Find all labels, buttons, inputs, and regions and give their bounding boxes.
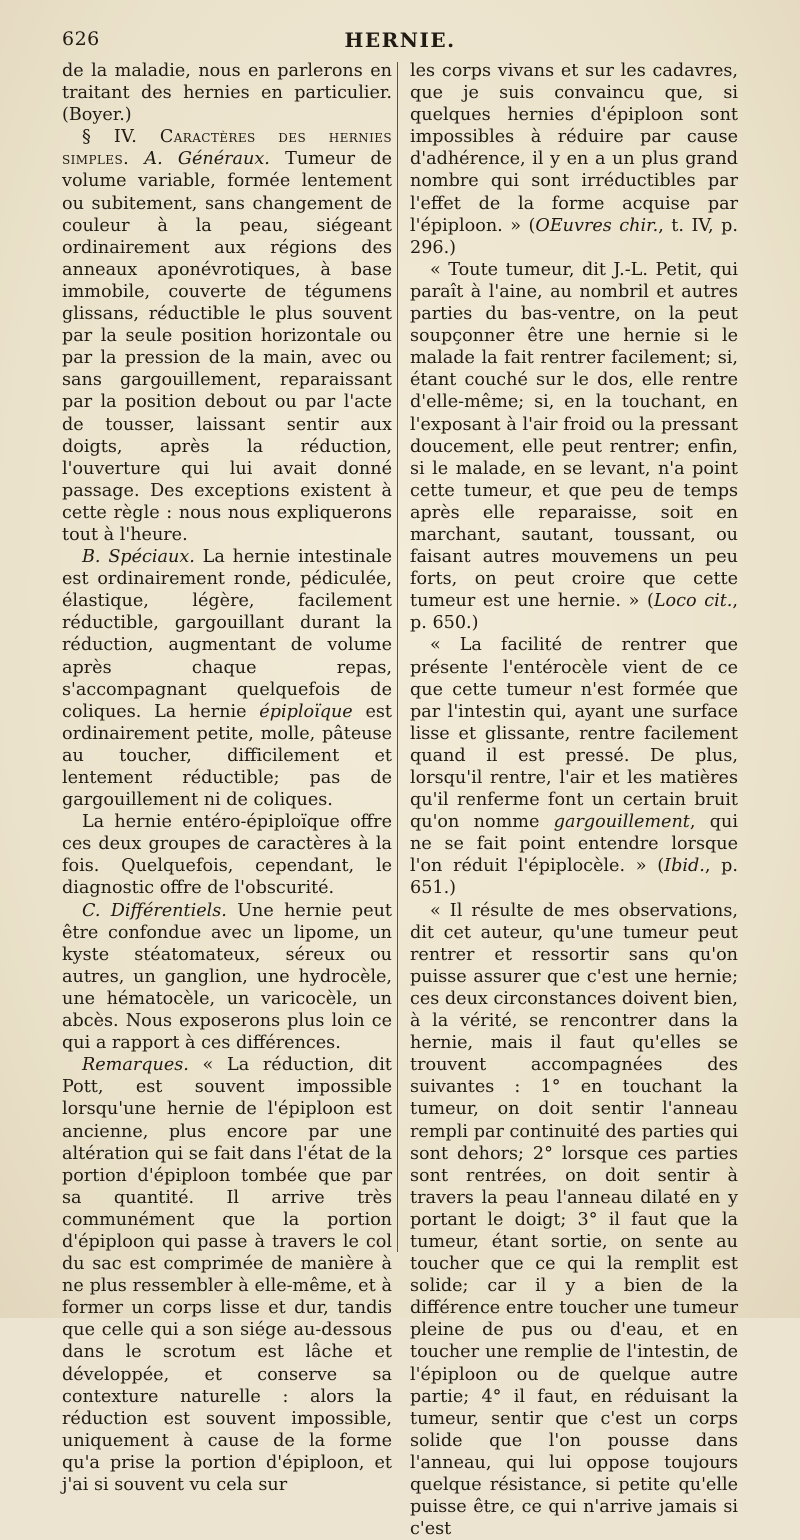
- subheading-remarks: Remarques.: [82, 1055, 189, 1076]
- paragraph-petit: « Toute tumeur, dit J.-L. Petit, qui paraît à l'aine, au nombril et autres parties du bas-ventre, on la peut soupçonner être une hernie si le malade la fait rentrer facilement; si, étant couché sur le dos, elle rentre d'elle-même; si, en la touchant, en l'exposant à l'air froid ou la pressant doucement, elle peut rentrer; enfin, si le malade, en se levant, n'a point cette tumeur, et que peu de temps après elle reparaisse, soit en marchant, sautant, toussant, ou faisant autres mouvemens un peu forts, on peut croire que cette tumeur est une hernie. » (Loco cit., p. 650.): [410, 259, 738, 634]
- paragraph-special: B. Spéciaux. La hernie intestinale est ordinairement ronde, pédiculée, élastique, légère, facilement réductible, gargouillant durant la réduction, augmentant de volume après chaque repas, s'accompagnant quelquefois de coliques. La hernie épiploïque est ordinairement petite, molle, pâteuse au toucher, difficilement et lentement réductible; pas de gargouillement ni de coliques.: [62, 547, 392, 811]
- paragraph-pott-continuation: les corps vivans et sur les cadavres, que je suis convaincu que, si quelques hernies d'épiploon sont impossibles à réduire par cause d'adhérence, il y en a un plus grand nombre qui sont irréductibles par l'effet de la forme acquise par l'épiploon. » (OEuvres chir., t. IV, p. 296.): [410, 61, 738, 258]
- paragraph-general: § IV. Caractères des hernies simples. A. Généraux. Tumeur de volume variable, formée lentement ou subitement, sans changement de couleur à la peau, siégeant ordinairement aux régions des anneaux aponévrotiques, à base immobile, couverte de tégumens glissans, réductible le plus souvent par la seule position horizontale ou par la pression de la main, avec ou sans gargouillement, reparaissant par la position debout ou par l'acte de tousser, laissant sentir aux doigts, après la réduction, l'ouverture qui lui avait donné passage. Des exceptions existent à cette règle : nous nous expliquerons tout à l'heure.: [62, 127, 393, 545]
- column-divider: [397, 62, 398, 1252]
- subheading-differential: C. Différentiels.: [82, 900, 227, 921]
- page-header: [0, 28, 800, 58]
- paragraph-continuation: de la maladie, nous en parlerons en traitant des hernies en particulier. (Boyer.): [62, 61, 392, 126]
- running-head: HERNIE.: [344, 28, 456, 52]
- subheading-general: A. Généraux.: [144, 149, 270, 170]
- right-column: [410, 60, 738, 1540]
- page-number: 626: [62, 28, 100, 50]
- section-heading: § IV. Caractères des hernies simples.: [62, 127, 392, 170]
- paragraph-remarks: Remarques. « La réduction, dit Pott, est souvent impossible lorsqu'une hernie de l'épiploon est ancienne, plus encore par une altération qui se fait dans l'état de la portion d'épiploon tombée que par sa quantité. Il arrive très communément que la portion d'épiploon qui passe à travers le col du sac est comprimée de manière à ne plus ressembler à elle-même, et à former un corps lisse et dur, tandis que celle qui a son siége au-dessous dans le scrotum est lâche et développée, et conserve sa contexture naturelle : alors la réduction est souvent impossible, uniquement à cause de la forme qu'a prise la portion d'épiploon, et j'ai si souvent vu cela sur: [62, 1055, 392, 1495]
- paragraph-differential: C. Différentiels. Une hernie peut être confondue avec un lipome, un kyste stéatomateux, séreux ou autres, un ganglion, une hydrocèle, une hématocèle, un varicocèle, un abcès. Nous exposerons plus loin ce qui a rapport à ces différences.: [62, 900, 393, 1054]
- left-column: [62, 60, 392, 1496]
- paragraph-enterocele: « La facilité de rentrer que présente l'entérocèle vient de ce que cette tumeur n'est formée que par l'intestin qui, ayant une surface lisse et glissante, rentre facilement quand il est pressé. De plus, lorsqu'il rentre, l'air et les matières qu'il renferme font un certain bruit qu'on nomme gargouillement, qui ne se fait point entendre lorsque l'on réduit l'épiplocèle. » (Ibid., p. 651.): [410, 635, 738, 899]
- paragraph-observations: « Il résulte de mes observations, dit cet auteur, qu'une tumeur peut rentrer et ressortir sans qu'on puisse assurer que c'est une hernie; ces deux circonstances doivent bien, à la vérité, se rencontrer dans la hernie, mais il faut qu'elles se trouvent accompagnées des suivantes : 1° en touchant la tumeur, on doit sentir l'anneau rempli par continuité des parties qui sont dehors; 2° lorsque ces parties sont rentrées, on doit sentir à travers la peau l'anneau dilaté en y portant le doigt; 3° il faut que la tumeur, étant sortie, on sente au toucher que ce qui la remplit est solide; car il y a bien de la différence entre toucher une tumeur pleine de pus ou d'eau, et en toucher une remplie de l'intestin, de l'épiploon ou de quelque autre partie; 4° il faut, en réduisant la tumeur, sentir que c'est un corps solide que l'on pousse dans l'anneau, qui lui oppose toujours quelque résistance, si petite qu'elle puisse être, ce qui n'arrive jamais si c'est: [410, 900, 738, 1540]
- subheading-special: B. Spéciaux.: [82, 547, 195, 568]
- paragraph-entero: La hernie entéro-épiploïque offre ces deux groupes de caractères à la fois. Quelquefois, cependant, le diagnostic offre de l'obscurité.: [62, 812, 392, 899]
